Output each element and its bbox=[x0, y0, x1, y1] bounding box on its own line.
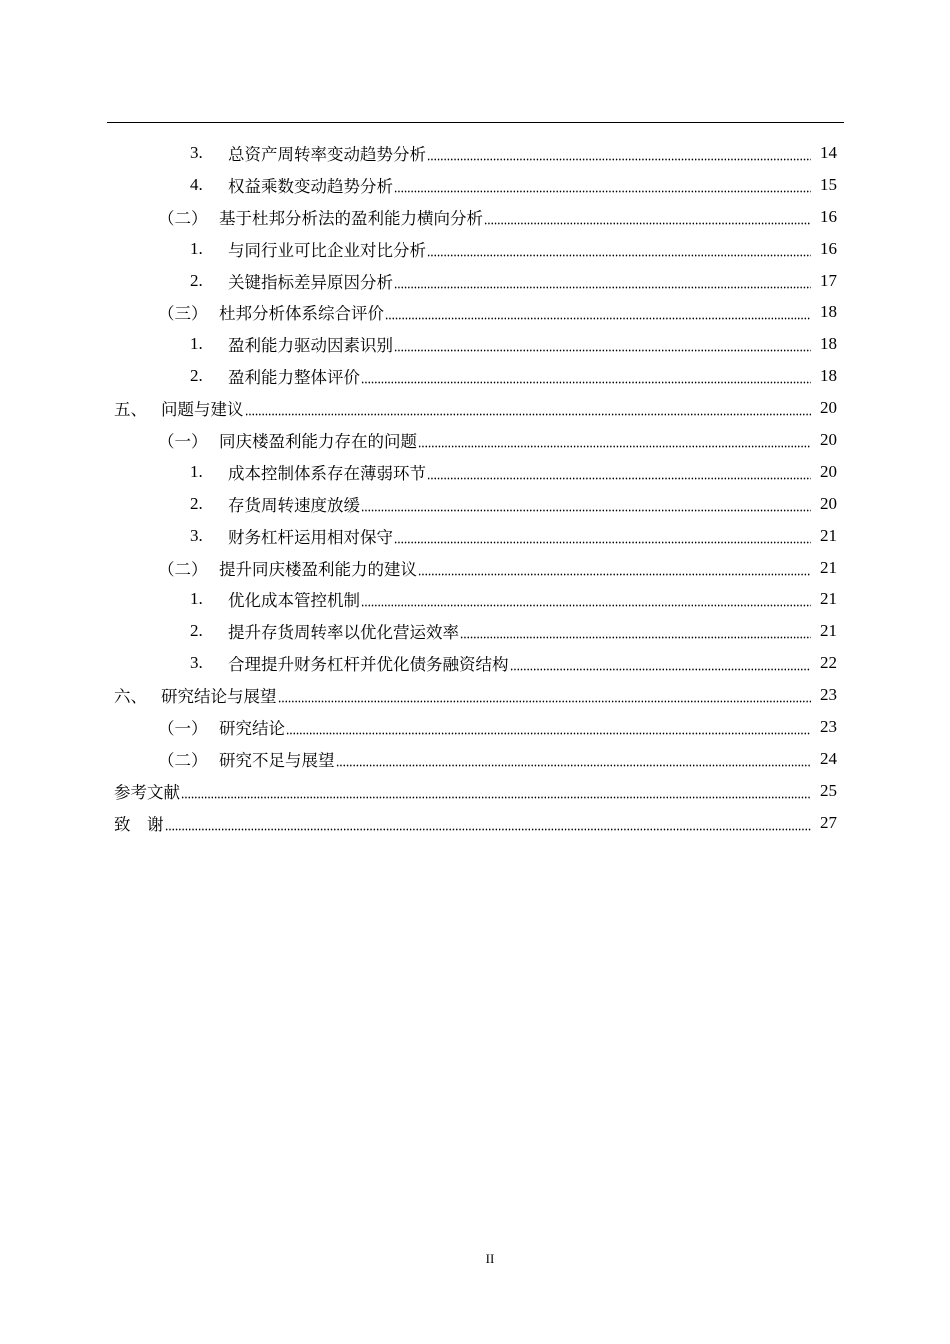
toc-entry[interactable] bbox=[0, 201, 950, 233]
toc-entry-title: 合理提升财务杠杆并优化债务融资结构 bbox=[228, 655, 509, 675]
toc-entry-page: 18 bbox=[820, 334, 837, 354]
toc-entry-title: 财务杠杆运用相对保守 bbox=[228, 527, 393, 547]
page-number: II bbox=[485, 1251, 495, 1266]
toc-entry-number: 3. bbox=[190, 525, 203, 545]
toc-entry[interactable] bbox=[0, 328, 950, 360]
toc-entry-number: （一） bbox=[158, 718, 208, 738]
toc-entry-title: 总资产周转率变动趋势分析 bbox=[228, 144, 426, 164]
toc-entry[interactable] bbox=[0, 679, 950, 711]
toc-entry-page: 21 bbox=[820, 525, 837, 545]
dot-leader bbox=[336, 751, 812, 769]
toc-entry-acknowledgements[interactable] bbox=[0, 807, 950, 839]
toc-entry-page: 18 bbox=[820, 302, 837, 322]
toc-entry-page: 25 bbox=[820, 780, 837, 800]
toc-entry-number: 1. bbox=[190, 238, 203, 258]
dot-leader bbox=[427, 241, 811, 259]
toc-entry-page: 20 bbox=[820, 398, 837, 418]
toc-entry-page: 22 bbox=[820, 653, 837, 673]
toc-entry-title: 与同行业可比企业对比分析 bbox=[228, 240, 426, 260]
toc-entry-page: 16 bbox=[820, 238, 837, 258]
toc-entry-number: （二） bbox=[158, 559, 208, 579]
toc-entry-number: 五、 bbox=[114, 400, 147, 420]
toc-entry-page: 16 bbox=[820, 206, 837, 226]
toc-entry-title: 基于杜邦分析法的盈利能力横向分析 bbox=[219, 208, 483, 228]
toc-entry-number: 1. bbox=[190, 589, 203, 609]
toc-entry-page: 15 bbox=[820, 174, 837, 194]
dot-leader bbox=[427, 145, 811, 163]
toc-entry-number: 2. bbox=[190, 366, 203, 386]
toc-entry-title: 同庆楼盈利能力存在的问题 bbox=[219, 431, 417, 451]
dot-leader bbox=[394, 273, 811, 291]
dot-leader bbox=[394, 528, 811, 546]
toc-entry[interactable] bbox=[0, 583, 950, 615]
toc-entry-title: 提升存货周转率以优化营运效率 bbox=[228, 623, 459, 643]
toc-entry[interactable] bbox=[0, 233, 950, 265]
toc-entry-title: 盈利能力整体评价 bbox=[228, 368, 360, 388]
toc-entry-title: 存货周转速度放缓 bbox=[228, 495, 360, 515]
toc-entry-number: 六、 bbox=[114, 687, 147, 707]
dot-leader bbox=[278, 687, 812, 705]
toc-entry-number: 1. bbox=[190, 334, 203, 354]
toc-entry[interactable] bbox=[0, 488, 950, 520]
dot-leader bbox=[484, 209, 811, 227]
dot-leader bbox=[181, 783, 811, 801]
toc-entry-title: 参考文献 bbox=[114, 782, 180, 802]
toc-entry[interactable] bbox=[0, 392, 950, 424]
toc-entry-number: 2. bbox=[190, 493, 203, 513]
toc-entry-title: 成本控制体系存在薄弱环节 bbox=[228, 463, 426, 483]
dot-leader bbox=[165, 815, 812, 833]
toc-entry-page: 18 bbox=[820, 366, 837, 386]
toc-entry[interactable] bbox=[0, 552, 950, 584]
toc-entry[interactable] bbox=[0, 647, 950, 679]
toc-entry[interactable] bbox=[0, 265, 950, 297]
toc-entry-title: 提升同庆楼盈利能力的建议 bbox=[219, 559, 417, 579]
dot-leader bbox=[286, 719, 811, 737]
toc-entry[interactable] bbox=[0, 711, 950, 743]
toc-entry-title: 研究结论 bbox=[219, 718, 285, 738]
toc-entry-page: 20 bbox=[820, 429, 837, 449]
table-of-contents bbox=[0, 137, 950, 839]
dot-leader bbox=[385, 304, 811, 322]
toc-entry[interactable] bbox=[0, 424, 950, 456]
toc-entry-page: 20 bbox=[820, 493, 837, 513]
toc-entry-title: 盈利能力驱动因素识别 bbox=[228, 336, 393, 356]
dot-leader bbox=[510, 655, 812, 673]
toc-entry-number: 1. bbox=[190, 461, 203, 481]
toc-entry-page: 23 bbox=[820, 685, 837, 705]
toc-entry-page: 21 bbox=[820, 557, 837, 577]
toc-entry[interactable] bbox=[0, 360, 950, 392]
dot-leader bbox=[418, 432, 811, 450]
dot-leader bbox=[361, 496, 811, 514]
toc-entry-page: 27 bbox=[820, 812, 837, 832]
toc-entry-number: 2. bbox=[190, 270, 203, 290]
toc-entry-page: 20 bbox=[820, 461, 837, 481]
dot-leader bbox=[427, 464, 811, 482]
toc-entry[interactable] bbox=[0, 743, 950, 775]
toc-entry-page: 21 bbox=[820, 621, 837, 641]
toc-entry-page: 17 bbox=[820, 270, 837, 290]
toc-entry[interactable] bbox=[0, 169, 950, 201]
toc-entry-number: 4. bbox=[190, 174, 203, 194]
toc-entry-page: 14 bbox=[820, 142, 837, 162]
toc-entry-title: 致 谢 bbox=[114, 814, 164, 834]
toc-entry-number: 3. bbox=[190, 142, 203, 162]
dot-leader bbox=[394, 177, 811, 195]
toc-entry-references[interactable] bbox=[0, 775, 950, 807]
toc-entry-title: 关键指标差异原因分析 bbox=[228, 272, 393, 292]
toc-entry-number: （二） bbox=[158, 208, 208, 228]
dot-leader bbox=[361, 368, 811, 386]
dot-leader bbox=[394, 336, 811, 354]
toc-entry[interactable] bbox=[0, 296, 950, 328]
toc-entry-number: （二） bbox=[158, 750, 208, 770]
toc-entry-title: 杜邦分析体系综合评价 bbox=[219, 304, 384, 324]
toc-entry-title: 研究不足与展望 bbox=[219, 750, 335, 770]
toc-entry[interactable] bbox=[0, 456, 950, 488]
dot-leader bbox=[418, 560, 811, 578]
toc-entry-title: 权益乘数变动趋势分析 bbox=[228, 176, 393, 196]
header-rule bbox=[107, 122, 844, 123]
toc-entry-title: 问题与建议 bbox=[161, 400, 244, 420]
dot-leader bbox=[460, 623, 811, 641]
toc-entry[interactable] bbox=[0, 615, 950, 647]
toc-entry-title: 研究结论与展望 bbox=[161, 687, 277, 707]
dot-leader bbox=[245, 400, 812, 418]
toc-entry-number: （三） bbox=[158, 304, 208, 324]
toc-entry-title: 优化成本管控机制 bbox=[228, 591, 360, 611]
toc-entry-number: （一） bbox=[158, 431, 208, 451]
toc-entry[interactable] bbox=[0, 137, 950, 169]
toc-entry-page: 23 bbox=[820, 716, 837, 736]
toc-entry-number: 2. bbox=[190, 621, 203, 641]
toc-entry-page: 24 bbox=[820, 748, 837, 768]
toc-entry[interactable] bbox=[0, 520, 950, 552]
toc-entry-number: 3. bbox=[190, 653, 203, 673]
dot-leader bbox=[361, 591, 811, 609]
toc-entry-page: 21 bbox=[820, 589, 837, 609]
